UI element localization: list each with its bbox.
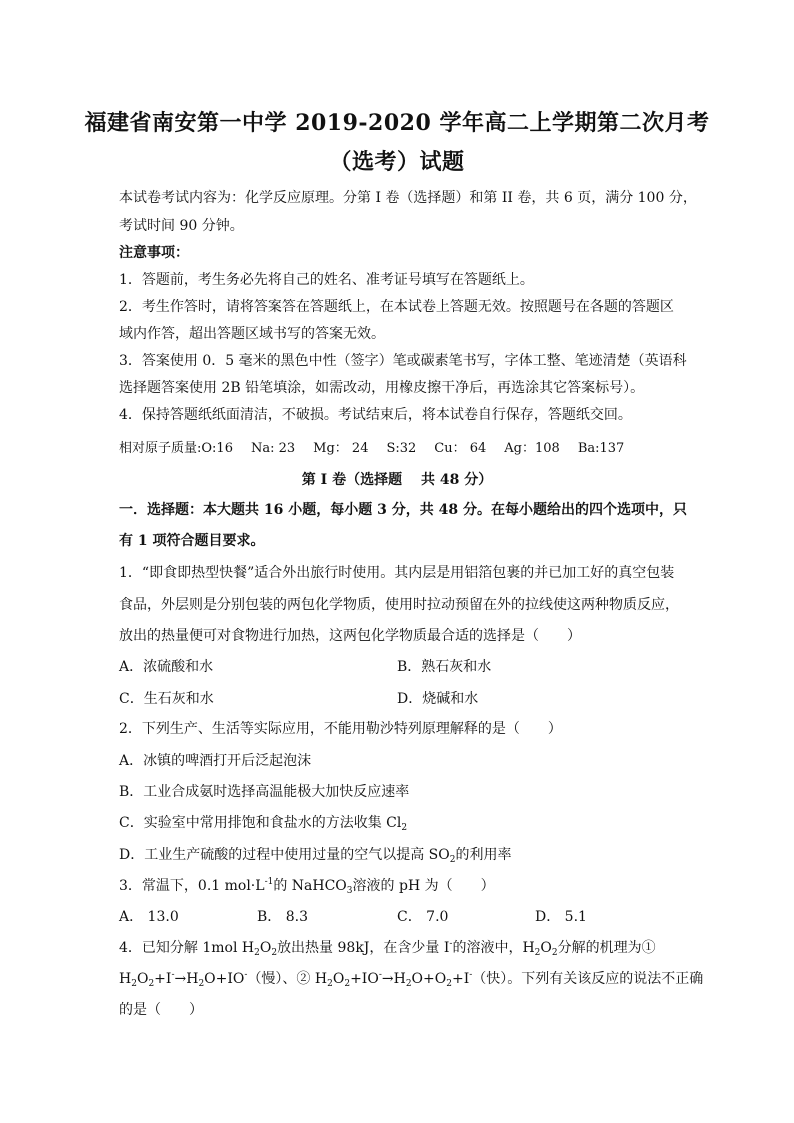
question-4-stem: 的是（ ）: [119, 1002, 203, 1018]
q4-text: O: [259, 940, 272, 956]
q4-text: 分解的机理为①: [557, 940, 656, 956]
q3-option-b: B． 8.3: [257, 909, 309, 925]
q3-option-c: C． 7.0: [397, 909, 449, 925]
question-1-stem: 1．“即食即热型快餐”适合外出旅行时使用。其内层是用铝箔包裹的并已加工好的真空包装: [119, 565, 675, 581]
subscript: 2: [131, 979, 137, 989]
section-instruction: 有 1 项符合题目要求。: [119, 533, 265, 549]
section-title: 第 I 卷（选择题 共 48 分）: [301, 472, 493, 488]
q2-option-c: [119, 813, 679, 833]
q2-option-d: [119, 845, 679, 865]
atomic-mass-s: S:32: [386, 441, 417, 456]
subscript: 3: [346, 886, 353, 896]
question-1-stem: 放出的热量便可对食物进行加热，这两包化学物质最合适的选择是（ ）: [119, 628, 581, 644]
q4-text: 的溶液中，H: [452, 940, 535, 956]
notice-item: 域内作答，超出答题区域书写的答案无效。: [119, 326, 385, 342]
q4-text: +I: [154, 971, 172, 987]
q4-text: O: [540, 940, 552, 956]
question-1-stem: 食品，外层则是分别包装的两包化学物质，使用时拉动预留在外的拉线使这两种物质反应，: [119, 597, 679, 613]
intro-line: 考试时间 90 分钟。: [119, 218, 244, 234]
q4-text: →H: [381, 971, 406, 987]
q4-text: →H: [174, 971, 199, 987]
notice-item: 4．保持答题纸纸面清洁，不破损。考试结束后，将本试卷自行保存，答题纸交回。: [119, 407, 632, 423]
notice-item: 2．考生作答时，请将答案答在答题纸上，在本试卷上答题无效。按照题号在各题的答题区: [119, 299, 674, 315]
q4-text: O+IO: [204, 971, 245, 987]
q4-text: H: [119, 971, 132, 987]
subscript: 2: [449, 855, 456, 865]
subscript: 2: [344, 979, 351, 989]
q3-option-d: D． 5.1: [535, 909, 587, 925]
atomic-mass-mg: Mg： 24: [313, 441, 369, 456]
subscript: 2: [327, 979, 333, 989]
notice-item: 1．答题前，考生务必先将自己的姓名、准考证号填写在答题纸上。: [119, 272, 534, 288]
subscript: 2: [271, 948, 278, 958]
question-4-stem: [119, 938, 679, 958]
page-subtitle: （选考）试题: [329, 149, 465, 175]
atomic-mass-line: [119, 439, 679, 459]
superscript: -: [244, 970, 248, 980]
q2-option-d-text: 的利用率: [455, 847, 512, 863]
q1-option-a: A．浓硫酸和水: [119, 659, 214, 675]
subscript: 2: [401, 823, 408, 833]
subscript: 2: [446, 979, 452, 989]
atomic-mass-cu: Cu： 64: [434, 441, 487, 456]
notice-item: 选择题答案使用 2B 铅笔填涂，如需改动，用橡皮擦干净后，再选涂其它答案标号）。: [119, 380, 645, 396]
q4-text: （慢）、② H: [247, 971, 328, 987]
notice-item: 3．答案使用 0．5 毫米的黑色中性（签字）笔或碳素笔书写，字体工整、笔迹清楚（英语科: [119, 353, 687, 369]
superscript: -: [469, 970, 473, 980]
subscript: 2: [551, 948, 558, 958]
q3-text: 的 NaHCO: [273, 878, 347, 894]
superscript: -: [449, 939, 453, 949]
question-2-stem: 2．下列生产、生活等实际应用，不能用勒沙特列原理解释的是（ ）: [119, 721, 562, 737]
subscript: 2: [148, 979, 155, 989]
q3-text: 3．常温下，0.1 mol·L: [119, 878, 265, 894]
q4-text: 放出热量 98kJ，在含少量 I: [277, 940, 450, 956]
q3-option-a: A． 13.0: [119, 909, 179, 925]
subscript: 2: [405, 979, 412, 989]
q1-option-c: C．生石灰和水: [119, 691, 214, 707]
subscript: 2: [254, 948, 260, 958]
question-3-stem: [119, 876, 679, 896]
q4-text: O: [136, 971, 149, 987]
q1-option-b: B．熟石灰和水: [397, 659, 492, 675]
intro-line: 本试卷考试内容为：化学反应原理。分第 I 卷（选择题）和第 II 卷，共 6 页，满分 100 分，: [119, 190, 697, 206]
q1-option-d: D．烧碱和水: [397, 691, 479, 707]
q4-text: 4．已知分解 1mol H: [119, 940, 255, 956]
question-4-stem: [119, 969, 704, 989]
atomic-mass-label: 相对原子质量:O:16: [119, 441, 233, 456]
superscript: -: [378, 970, 382, 980]
q4-text: +IO: [350, 971, 379, 987]
q3-text: 溶液的 pH 为（ ）: [352, 878, 495, 894]
atomic-mass-ag: Ag：108: [504, 441, 560, 456]
subscript: 2: [534, 948, 541, 958]
page-title: 福建省南安第一中学 2019-2020 学年高二上学期第二次月考: [84, 110, 710, 136]
q4-text: O+O: [411, 971, 447, 987]
notice-heading: 注意事项：: [119, 245, 189, 261]
superscript: -1: [264, 877, 274, 887]
section-instruction: 一．选择题：本大题共 16 小题，每小题 3 分，共 48 分。在每小题给出的四个选项中，只: [119, 502, 687, 518]
q4-text: +I: [451, 971, 470, 987]
q4-text: O: [332, 971, 345, 987]
q2-option-d-text: D．工业生产硫酸的过程中使用过量的空气以提高 SO: [119, 847, 450, 863]
q2-option-c-text: C．实验室中常用排饱和食盐水的方法收集 Cl: [119, 815, 402, 831]
atomic-mass-ba: Ba:137: [577, 441, 625, 456]
q2-option-b: B．工业合成氨时选择高温能极大加快反应速率: [119, 784, 410, 800]
superscript: -: [171, 970, 175, 980]
subscript: 2: [198, 979, 205, 989]
q2-option-a: A．冰镇的啤酒打开后泛起泡沫: [119, 753, 312, 769]
atomic-mass-na: Na: 23: [250, 441, 296, 456]
q4-text: （快）。下列有关该反应的说法不正确: [472, 971, 704, 987]
